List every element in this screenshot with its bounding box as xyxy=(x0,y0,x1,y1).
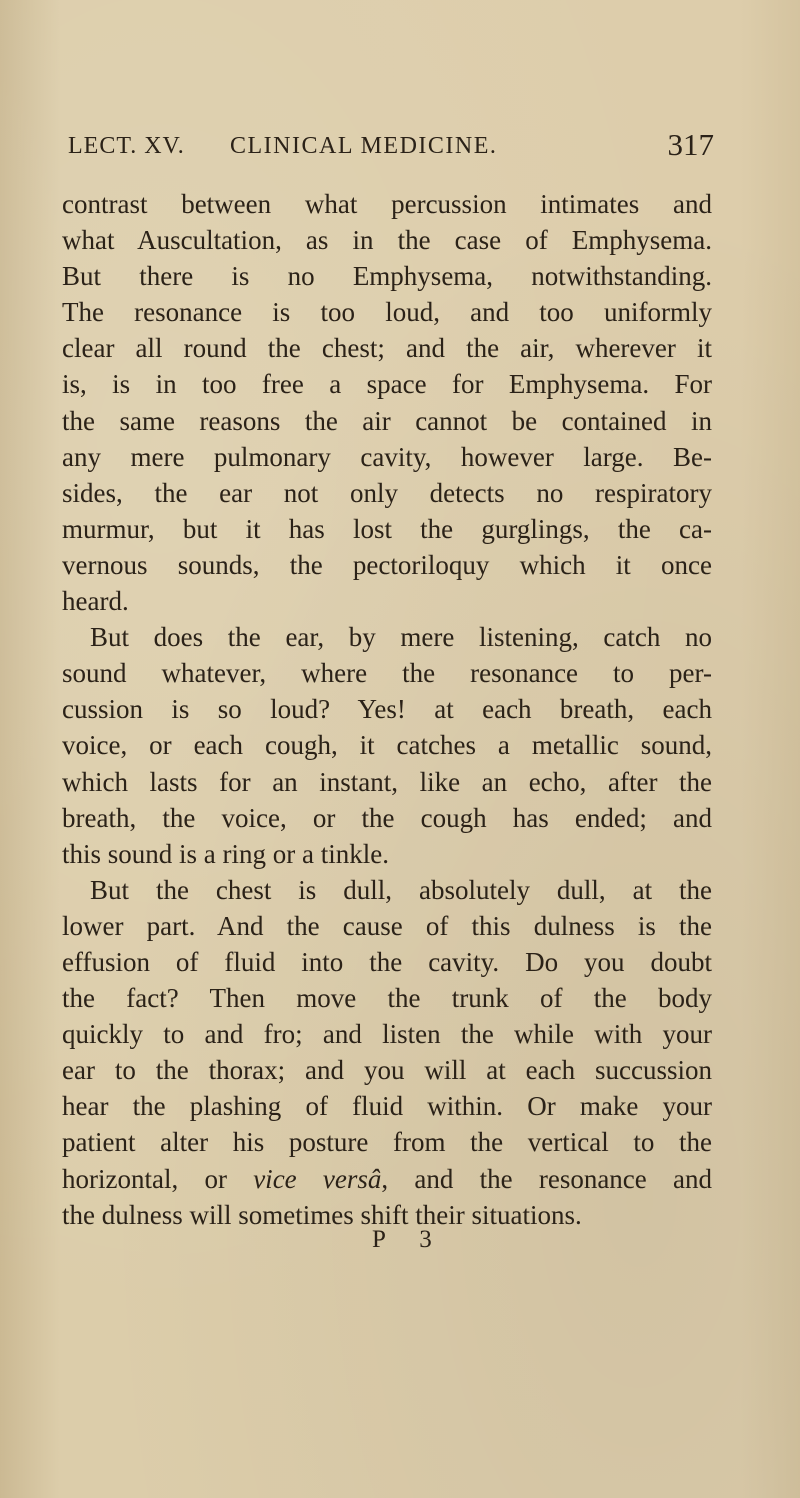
text-line: the dulness will sometimes shift their situations. xyxy=(62,1199,582,1230)
text-line: cussion is so loud? Yes! at each breath, each xyxy=(62,694,712,725)
text-line: But does the ear, by mere listening, catch no xyxy=(90,622,712,653)
text-line: what Auscultation, as in the case of Emphysema. xyxy=(62,225,712,256)
running-title: CLINICAL MEDICINE. xyxy=(230,133,498,159)
text-line: vernous sounds, the pectoriloquy which it once xyxy=(62,549,712,580)
text-line: patient alter his posture from the vertical to the xyxy=(62,1127,712,1158)
text-line: But the chest is dull, absolutely dull, at the xyxy=(90,874,712,905)
text-line: quickly to and fro; and listen the while with your xyxy=(62,1019,712,1050)
lecture-number: LECT. XV. xyxy=(68,133,185,159)
text-line: The resonance is too loud, and too uniformly xyxy=(62,297,712,328)
running-head xyxy=(68,127,714,165)
text-line: any mere pulmonary cavity, however large. Be- xyxy=(62,441,712,472)
text-line: hear the plashing of fluid within. Or make your xyxy=(62,1091,712,1122)
signature-mark: P 3 xyxy=(372,1226,446,1253)
text-line: murmur, but it has lost the gurglings, the ca- xyxy=(62,513,712,544)
text-line: effusion of fluid into the cavity. Do you doubt xyxy=(62,946,712,977)
text-line: this sound is a ring or a tinkle. xyxy=(62,838,389,869)
text-line: the fact? Then move the trunk of the body xyxy=(62,983,712,1014)
text-line: voice, or each cough, it catches a metallic sound, xyxy=(62,730,712,761)
text-line: breath, the voice, or the cough has ended; and xyxy=(62,802,712,833)
page-number: 317 xyxy=(667,127,714,162)
text-line: horizontal, or vice versâ, and the resonance and xyxy=(62,1163,713,1194)
text-line: But there is no Emphysema, notwithstanding. xyxy=(62,261,712,292)
text-line: the same reasons the air cannot be contained in xyxy=(62,405,712,436)
text-line: lower part. And the cause of this dulness is the xyxy=(62,910,712,941)
text-line: clear all round the chest; and the air, wherever it xyxy=(62,333,712,364)
text-line: sound whatever, where the resonance to per- xyxy=(62,658,712,689)
body-text xyxy=(62,186,712,1233)
text-line: is, is in too free a space for Emphysema. For xyxy=(62,369,712,400)
text-line: which lasts for an instant, like an echo, after the xyxy=(62,766,712,797)
text-line: ear to the thorax; and you will at each succussion xyxy=(62,1055,712,1086)
text-line: contrast between what percussion intimates and xyxy=(62,189,712,219)
text-line: heard. xyxy=(62,586,129,617)
italic-phrase: vice versâ xyxy=(253,1163,382,1194)
text-line: sides, the ear not only detects no respiratory xyxy=(62,477,712,508)
